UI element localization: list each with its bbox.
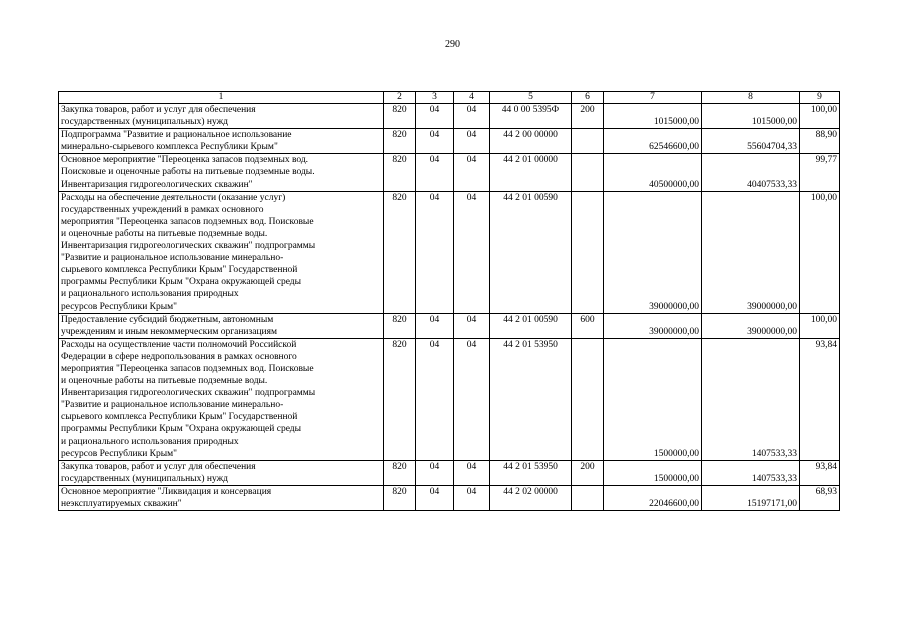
cell-ministry-code: 820	[384, 338, 416, 460]
cell-item-name	[59, 338, 384, 460]
cell-subsection: 04	[454, 460, 490, 485]
header-cell: 8	[702, 92, 800, 104]
table-row	[59, 191, 840, 313]
cell-expense-type	[572, 338, 604, 460]
cell-section: 04	[416, 191, 454, 313]
cell-planned-amount: 1015000,00	[604, 104, 702, 129]
item-name-line: Закупка товаров, работ и услуг для обеспечения	[61, 461, 256, 472]
item-name-line: и рационального использования природных	[61, 289, 239, 300]
cell-section: 04	[416, 460, 454, 485]
cell-item-name	[59, 313, 384, 338]
cell-execution-percent: 93,84	[800, 460, 840, 485]
item-name-line: программы Республики Крым "Охрана окружающей среды	[61, 277, 302, 288]
header-cell: 6	[572, 92, 604, 104]
cell-target-article: 44 2 01 00590	[490, 313, 572, 338]
cell-subsection: 04	[454, 191, 490, 313]
cell-execution-percent: 100,00	[800, 313, 840, 338]
table-row	[59, 338, 840, 460]
cell-target-article: 44 2 01 00000	[490, 154, 572, 191]
cell-ministry-code: 820	[384, 485, 416, 510]
cell-ministry-code: 820	[384, 129, 416, 154]
cell-item-name	[59, 460, 384, 485]
item-name-line: ресурсов Республики Крым"	[61, 301, 178, 312]
item-name-line: ресурсов Республики Крым"	[61, 448, 178, 459]
cell-executed-amount: 40407533,33	[702, 154, 800, 191]
item-name-line: мероприятия "Переоценка запасов подземных вод. Поисковые	[61, 363, 314, 374]
cell-section: 04	[416, 104, 454, 129]
item-name-line: Инвентаризация гидрогеологических скважин" подпрограммы	[61, 388, 316, 399]
cell-executed-amount: 39000000,00	[702, 191, 800, 313]
cell-executed-amount: 1015000,00	[702, 104, 800, 129]
cell-planned-amount: 39000000,00	[604, 191, 702, 313]
page-number: 290	[445, 39, 460, 50]
item-name-line: "Развитие и рациональное использование минерально-	[61, 400, 284, 411]
header-cell: 7	[604, 92, 702, 104]
cell-expense-type: 200	[572, 104, 604, 129]
cell-subsection: 04	[454, 104, 490, 129]
item-name-line: учреждениям и иным некоммерческим организациям	[61, 326, 278, 337]
cell-section: 04	[416, 129, 454, 154]
item-name-line: и рационального использования природных	[61, 436, 239, 447]
item-name-line: сырьевого комплекса Республики Крым" Государственной	[61, 412, 298, 423]
cell-planned-amount: 22046600,00	[604, 485, 702, 510]
cell-target-article: 44 2 01 53950	[490, 460, 572, 485]
item-name-line: Основное мероприятие "Ликвидация и консервация	[61, 486, 272, 497]
item-name-line: Инвентаризация гидрогеологических скважин" подпрограммы	[61, 241, 316, 252]
cell-section: 04	[416, 485, 454, 510]
cell-subsection: 04	[454, 154, 490, 191]
cell-expense-type: 200	[572, 460, 604, 485]
table-row	[59, 460, 840, 485]
item-name-line: Закупка товаров, работ и услуг для обеспечения	[61, 105, 256, 115]
cell-item-name	[59, 485, 384, 510]
cell-expense-type	[572, 154, 604, 191]
cell-item-name	[59, 104, 384, 129]
cell-executed-amount: 15197171,00	[702, 485, 800, 510]
cell-execution-percent: 88,90	[800, 129, 840, 154]
cell-execution-percent: 93,84	[800, 338, 840, 460]
item-name-line: государственных учреждений в рамках основного	[61, 204, 264, 215]
item-name-line: сырьевого комплекса Республики Крым" Государственной	[61, 265, 298, 276]
cell-expense-type	[572, 485, 604, 510]
cell-planned-amount: 39000000,00	[604, 313, 702, 338]
header-cell: 4	[454, 92, 490, 104]
cell-target-article: 44 2 01 53950	[490, 338, 572, 460]
cell-planned-amount: 1500000,00	[604, 338, 702, 460]
item-name-line: минерально-сырьевого комплекса Республики Крым"	[61, 142, 278, 153]
table-row	[59, 129, 840, 154]
cell-subsection: 04	[454, 129, 490, 154]
cell-execution-percent: 68,93	[800, 485, 840, 510]
cell-ministry-code: 820	[384, 104, 416, 129]
cell-target-article: 44 2 00 00000	[490, 129, 572, 154]
item-name-line: мероприятия "Переоценка запасов подземных вод. Поисковые	[61, 216, 314, 227]
cell-ministry-code: 820	[384, 460, 416, 485]
cell-executed-amount: 55604704,33	[702, 129, 800, 154]
cell-section: 04	[416, 338, 454, 460]
cell-expense-type: 600	[572, 313, 604, 338]
cell-execution-percent: 99,77	[800, 154, 840, 191]
table-row	[59, 485, 840, 510]
cell-planned-amount: 40500000,00	[604, 154, 702, 191]
item-name-line: Поисковые и оценочные работы на питьевые подземные воды.	[61, 167, 315, 178]
cell-execution-percent: 100,00	[800, 104, 840, 129]
header-row	[59, 92, 840, 104]
item-name-line: Подпрограмма "Развитие и рациональное использование	[61, 130, 292, 141]
cell-section: 04	[416, 154, 454, 191]
cell-item-name	[59, 154, 384, 191]
item-name-line: неэксплуатируемых скважин"	[61, 499, 182, 509]
header-cell: 2	[384, 92, 416, 104]
table-row	[59, 154, 840, 191]
cell-section: 04	[416, 313, 454, 338]
item-name-line: Инвентаризация гидрогеологических скважин"	[61, 179, 253, 190]
cell-planned-amount: 1500000,00	[604, 460, 702, 485]
item-name-line: Расходы на осуществление части полномочий Российской	[61, 339, 297, 350]
cell-ministry-code: 820	[384, 154, 416, 191]
cell-subsection: 04	[454, 485, 490, 510]
table-row	[59, 313, 840, 338]
cell-item-name	[59, 129, 384, 154]
cell-expense-type	[572, 191, 604, 313]
budget-table	[58, 91, 840, 511]
cell-executed-amount: 39000000,00	[702, 313, 800, 338]
cell-executed-amount: 1407533,33	[702, 338, 800, 460]
cell-expense-type	[572, 129, 604, 154]
cell-target-article: 44 2 01 00590	[490, 191, 572, 313]
cell-subsection: 04	[454, 338, 490, 460]
item-name-line: Федерации в сфере недропользования в рамках основного	[61, 351, 297, 362]
item-name-line: "Развитие и рациональное использование минерально-	[61, 253, 284, 264]
cell-execution-percent: 100,00	[800, 191, 840, 313]
item-name-line: программы Республики Крым "Охрана окружающей среды	[61, 424, 302, 435]
header-cell: 1	[59, 92, 384, 104]
cell-subsection: 04	[454, 313, 490, 338]
cell-target-article: 44 2 02 00000	[490, 485, 572, 510]
cell-item-name	[59, 191, 384, 313]
cell-ministry-code: 820	[384, 313, 416, 338]
header-cell: 9	[800, 92, 840, 104]
cell-ministry-code: 820	[384, 191, 416, 313]
item-name-line: и оценочные работы на питьевые подземные воды.	[61, 228, 268, 239]
item-name-line: государственных (муниципальных) нужд	[61, 117, 228, 128]
item-name-line: Предоставление субсидий бюджетным, автономным	[61, 314, 274, 325]
cell-planned-amount: 62546600,00	[604, 129, 702, 154]
cell-target-article: 44 0 00 5395Ф	[490, 104, 572, 129]
item-name-line: и оценочные работы на питьевые подземные воды.	[61, 376, 268, 387]
item-name-line: Основное мероприятие "Переоценка запасов подземных вод.	[61, 155, 309, 166]
header-cell: 3	[416, 92, 454, 104]
item-name-line: государственных (муниципальных) нужд	[61, 473, 228, 484]
header-cell: 5	[490, 92, 572, 104]
table-row	[59, 104, 840, 129]
item-name-line: Расходы на обеспечение деятельности (оказание услуг)	[61, 192, 286, 203]
cell-executed-amount: 1407533,33	[702, 460, 800, 485]
